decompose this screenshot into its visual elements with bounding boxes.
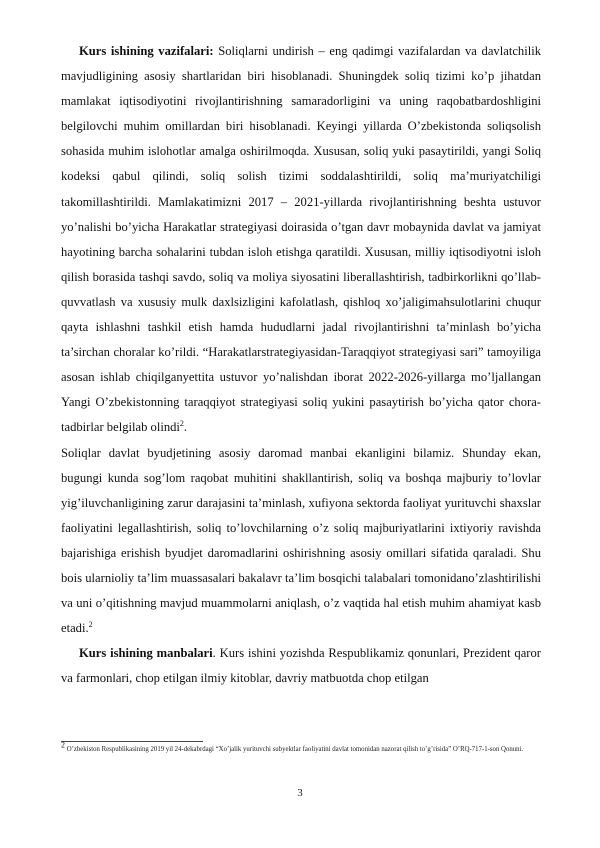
paragraph-budget [61, 441, 541, 642]
paragraph-budget-text: Soliqlar davlat byudjetining asosiy daromad manbai ekanligini bilamiz. Shunday ekan, bugungi kunda sog’lom raqobat muhitini shakllantirish, soliq va boshqa majburiy to’lovlar yig’iluvchanligining zarur darajasini ta’minlash, xufiyona sektorda faoliyat yurituvchi shaxslar faoliyatini legallashtirish, soliq to’lovchilarning o’z soliq majburiyatlarini ixtiyoriy ravishda bajarishiga erishish byudjet daromadlarini oshirishning asosiy omillari sifatida qaraladi. Shu bois ularnioliy ta’lim muassasalari bakalavr ta’lim bosqichi talabalari tomonidano’zlashtirilishi va uni o’qitishning mavjud muammolarni aniqlash, o’z vaqtida hal etish muhim ahamiyat kasb etadi. [61, 445, 541, 636]
footnote-text: O’zbekiston Respublikasining 2019 yil 24-dekabrdagi “Xo’jalik yurituvchi subyektlar faoliyatini davlat tomonidan nazorat qilish to’g’risida” O’RQ-717-1-son Qonuni. [65, 746, 524, 753]
footnote-divider [61, 741, 203, 742]
footnote-reference[interactable]: 2 [179, 419, 184, 429]
page-number: 3 [297, 787, 303, 799]
footnote-reference[interactable]: 2 [88, 619, 93, 629]
footnote-mark: 2 [61, 740, 65, 750]
paragraph-tasks-text: Soliqlarni undirish – eng qadimgi vazifalardan va davlatchilik mavjudligining asosiy shartlaridan biri hisoblanadi. Shuningdek soliq tizimi ko’p jihatdan mamlakat iqtisodiyotini rivojlantirishning samaradorligini va uning raqobatbardoshligini belgilovchi muhim omillardan biri hisoblanadi. Keyingi yillarda O’zbekistonda soliqsolish sohasida muhim islohotlar amalga oshirilmoqda. Xususan, soliq yuki pasaytirildi, yangi Soliq kodeksi qabul qilindi, soliq solish tizimi soddalashtirildi, soliq ma’muriyatchiligi takomillashtirildi. Mamlakatimizni 2017 – 2021-yillarda rivojlantirishning beshta ustuvor yo’nalishi bo’yicha Harakatlar strategiyasi doirasida o’tgan davr mobaynida davlat va jamiyat hayotining barcha sohalarini tubdan isloh etishga qaratildi. Xususan, milliy iqtisodiyotni isloh qilish borasida tashqi savdo, soliq va moliya siyosatini liberallashtirish, tadbirkorlikni qo’llab-quvvatlash va xususiy mulk daxlsizligini kafolatlash, qishloq xo’jaligimahsulotlarini chuqur qayta ishlashni tashkil etish hamda hududlarni jadal rivojlantirishni ta’minlash bo’yicha ta’sirchan choralar ko’rildi. “Harakatlarstrategiyasidan-Taraqqiyot strategiyasi sari” tamoyiliga asosan ishlab chiqilganyettita ustuvor yo’nalishdan iborat 2022-2026-yillarga mo’ljallangan Yangi O’zbekistonning taraqqiyot strategiyasi soliq yukini pasaytirish bo’yicha qator chora-tadbirlar belgilab olindi [61, 44, 541, 435]
heading-sources: Kurs ishining manbalari [79, 646, 213, 661]
paragraph-tasks [61, 39, 541, 441]
body-text [61, 39, 541, 691]
footnote [61, 740, 541, 756]
heading-tasks: Kurs ishining vazifalari: [79, 44, 214, 58]
paragraph-sources-text: . Kurs ishini yozishda Respublikamiz qonunlari, Prezident qaror va farmonlari, chop etilgan ilmiy kitoblar, davriy matbuotda chop etilgan [61, 646, 541, 686]
paragraph-tasks-end: . [183, 420, 188, 435]
paragraph-sources [61, 641, 541, 691]
